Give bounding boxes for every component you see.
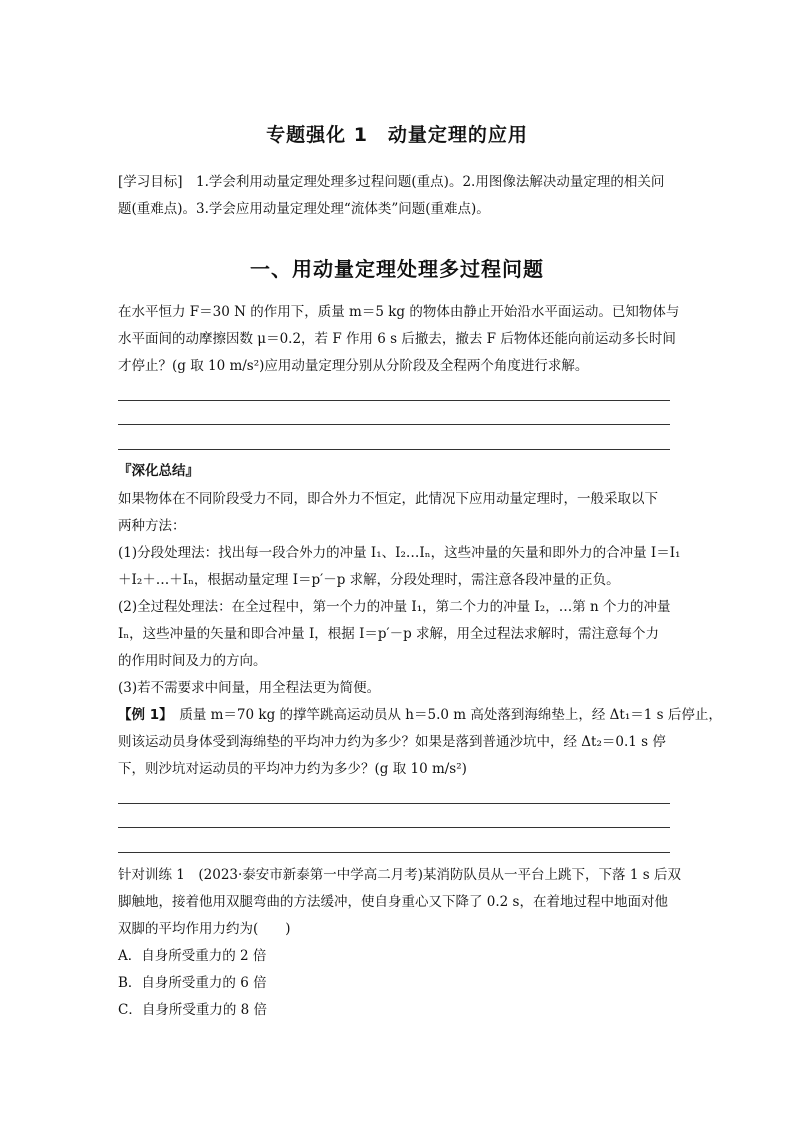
option-b: B．自身所受重力的 6 倍: [118, 975, 267, 991]
summary-line-4: ＋I₂＋…＋Iₙ，根据动量定理 I＝p′－p 求解，分段处理时，需注意各段冲量的正负。: [118, 572, 620, 588]
example-1-label: 【例 1】: [118, 707, 166, 723]
exercise-1-line-2: 脚触地，接着他用双腿弯曲的方法缓冲，使自身重心又下降了 0.2 s，在着地过程中地面对他: [118, 894, 668, 910]
learning-objectives-line-1: [学习目标] 1.学会利用动量定理处理多过程问题(重点)。2.用图像法解决动量定理的相关问: [118, 174, 665, 190]
example-1-text: 质量 m＝70 kg 的撑竿跳高运动员从 h＝5.0 m 高处落到海绵垫上，经 Δt₁＝1 s 后停止，: [165, 707, 722, 723]
exercise-1-line-1: 针对训练 1 (2023·泰安市新泰第一中学高二月考)某消防队员从一平台上跳下，下落 1 s 后双: [118, 867, 681, 883]
summary-line-7: 的作用时间及力的方向。: [118, 653, 267, 669]
example-1-line-1: [118, 705, 722, 725]
example-1-line-2: 则该运动员身体受到海绵垫的平均冲力约为多少？如果是落到普通沙坑中，经 Δt₂＝0.1 s 停: [118, 734, 666, 750]
answer-line: [118, 424, 670, 425]
answer-line: [118, 449, 670, 450]
option-a: A．自身所受重力的 2 倍: [118, 948, 267, 964]
summary-line-8: (3)若不需要求中间量，用全程法更为简便。: [118, 680, 381, 696]
exercise-1-line-3: 双脚的平均作用力约为( ): [118, 921, 291, 937]
summary-line-1: 如果物体在不同阶段受力不同，即合外力不恒定，此情况下应用动量定理时，一般采取以下: [118, 491, 658, 507]
section-heading: 一、用动量定理处理多过程问题: [250, 257, 544, 281]
answer-line: [118, 803, 670, 804]
summary-heading: 『深化总结』: [118, 463, 199, 479]
problem-line-1: 在水平恒力 F＝30 N 的作用下，质量 m＝5 kg 的物体由静止开始沿水平面运动。已知物体与: [118, 304, 680, 320]
answer-line: [118, 852, 670, 853]
answer-line: [118, 400, 670, 401]
problem-line-3: 才停止？(g 取 10 m/s²)应用动量定理分别从分阶段及全程两个角度进行求解。: [118, 358, 589, 374]
summary-line-6: Iₙ，这些冲量的矢量和即合冲量 I，根据 I＝p′－p 求解，用全过程法求解时，需注意每个力: [118, 626, 660, 642]
example-1-line-3: 下，则沙坑对运动员的平均冲力约为多少？(g 取 10 m/s²): [118, 761, 467, 777]
problem-line-2: 水平面间的动摩擦因数 μ＝0.2，若 F 作用 6 s 后撤去，撤去 F 后物体还能向前运动多长时间: [118, 331, 676, 347]
page-title: 专题强化 1 动量定理的应用: [266, 124, 528, 146]
answer-line: [118, 827, 670, 828]
learning-objectives-line-2: 题(重难点)。3.学会应用动量定理处理“流体类”问题(重难点)。: [118, 201, 490, 217]
summary-line-5: (2)全过程处理法：在全过程中，第一个力的冲量 I₁，第二个力的冲量 I₂，…第 n 个力的冲量: [118, 599, 671, 615]
option-c: C．自身所受重力的 8 倍: [118, 1002, 268, 1018]
summary-line-3: (1)分段处理法：找出每一段合外力的冲量 I₁、I₂…Iₙ，这些冲量的矢量和即外力的合冲量 I＝I₁: [118, 545, 681, 561]
summary-line-2: 两种方法：: [118, 518, 186, 534]
